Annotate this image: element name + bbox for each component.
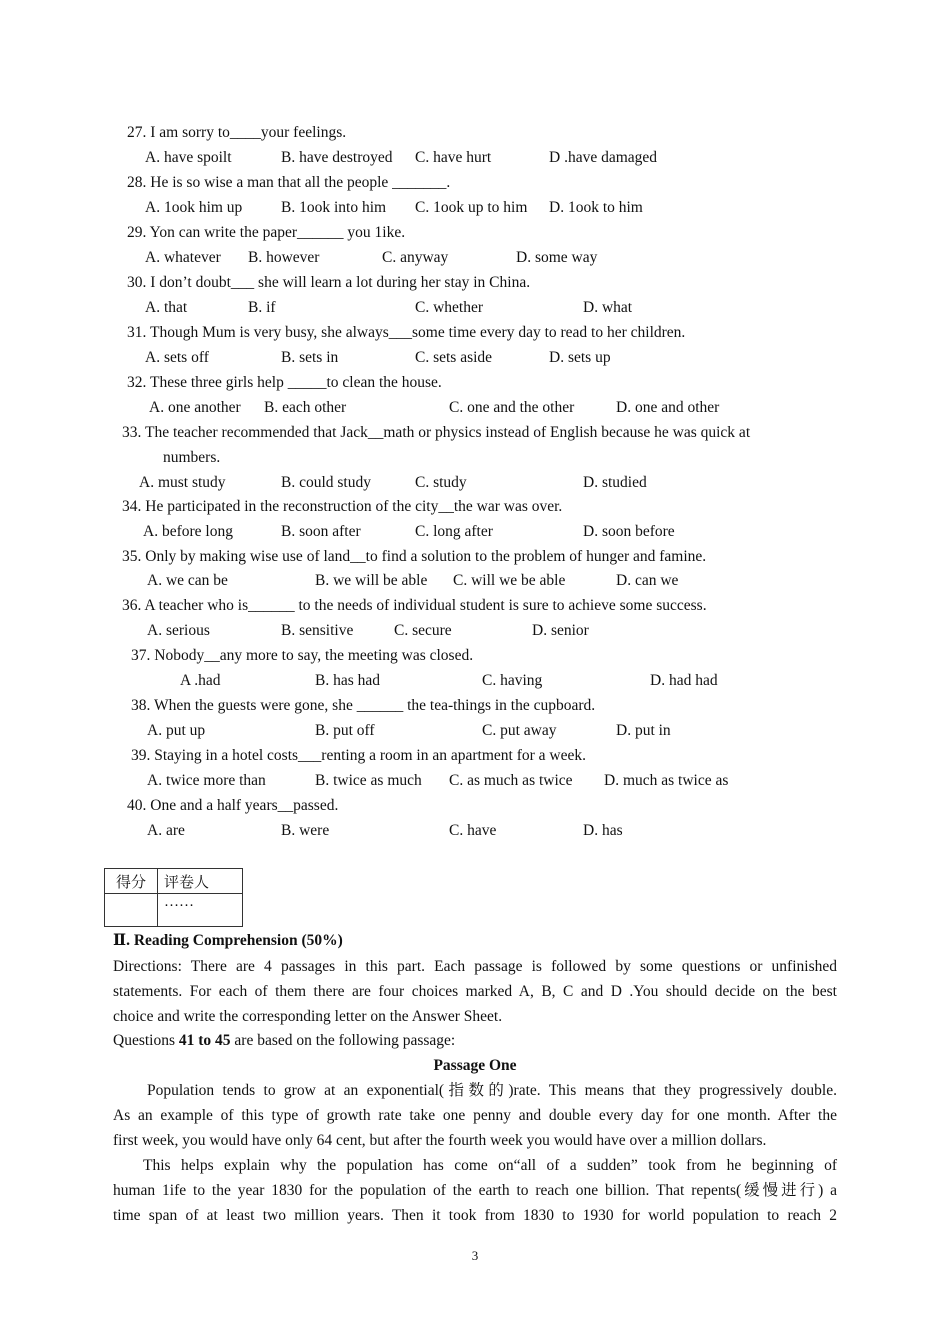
directions-line-3: choice and write the corresponding letter on the Answer Sheet. xyxy=(113,1008,503,1025)
q35-option-b: B. we will be able xyxy=(315,572,428,589)
q28-option-b: B. 1ook into him xyxy=(281,199,387,216)
score-cell xyxy=(105,894,158,927)
q37-option-c: C. having xyxy=(482,672,543,689)
grader-cell: …… xyxy=(158,894,243,927)
question-39-stem: 39. Staying in a hotel costs___renting a room in an apartment for a week. xyxy=(131,747,586,764)
q32-option-a: A. one another xyxy=(149,399,241,416)
q33-option-d: D. studied xyxy=(583,474,647,491)
q36-option-c: C. secure xyxy=(394,622,452,639)
question-37-stem: 37. Nobody__any more to say, the meeting was closed. xyxy=(131,647,474,664)
q37-option-d: D. had had xyxy=(650,672,718,689)
q32-option-b: B. each other xyxy=(264,399,347,416)
q33-option-a: A. must study xyxy=(139,474,226,491)
q29-option-a: A. whatever xyxy=(145,249,221,266)
q27-option-b: B. have destroyed xyxy=(281,149,393,166)
q29-option-c: C. anyway xyxy=(382,249,449,266)
q34-option-c: C. long after xyxy=(415,523,493,540)
q40-option-c: C. have xyxy=(449,822,497,839)
question-33-stem-continued: numbers. xyxy=(163,449,221,466)
q32-option-d: D. one and other xyxy=(616,399,720,416)
q38-option-c: C. put away xyxy=(482,722,557,739)
questions-intro-range: 41 to 45 xyxy=(178,1032,231,1049)
section-title: Ⅱ. Reading Comprehension (50%) xyxy=(113,932,343,949)
para1-line-2: As an example of this type of growth rate take one penny and double every day for one month. After the xyxy=(113,1107,837,1124)
q38-option-d: D. put in xyxy=(616,722,671,739)
question-30-stem: 30. I don’t doubt___ she will learn a lot during her stay in China. xyxy=(127,274,531,291)
q28-option-c: C. 1ook up to him xyxy=(415,199,528,216)
para2-line-3: time span of at least two million years. Then it took from 1830 to 1930 for world population to reach 2 xyxy=(113,1207,837,1224)
q34-option-a: A. before long xyxy=(143,523,233,540)
q35-option-a: A. we can be xyxy=(147,572,228,589)
passage-title: Passage One xyxy=(433,1057,517,1074)
q27-option-c: C. have hurt xyxy=(415,149,492,166)
q31-option-c: C. sets aside xyxy=(415,349,493,366)
q39-option-d: D. much as twice as xyxy=(604,772,729,789)
q40-option-b: B. were xyxy=(281,822,330,839)
question-27-stem: 27. I am sorry to____your feelings. xyxy=(127,124,347,141)
grader-header: 评卷人 xyxy=(158,869,243,894)
q35-option-c: C. will we be able xyxy=(453,572,566,589)
q38-option-b: B. put off xyxy=(315,722,375,739)
q37-option-b: B. has had xyxy=(315,672,381,689)
question-31-stem: 31. Though Mum is very busy, she always___some time every day to read to her children. xyxy=(127,324,686,341)
questions-intro-post: are based on the following passage: xyxy=(230,1032,456,1049)
question-28-stem: 28. He is so wise a man that all the people _______. xyxy=(127,174,451,191)
q39-option-b: B. twice as much xyxy=(315,772,422,789)
questions-intro-pre: Questions xyxy=(113,1032,179,1049)
q27-option-d: D .have damaged xyxy=(549,149,658,166)
q31-option-b: B. sets in xyxy=(281,349,339,366)
q34-option-b: B. soon after xyxy=(281,523,361,540)
q29-option-b: B. however xyxy=(248,249,320,266)
q28-option-a: A. 1ook him up xyxy=(145,199,243,216)
para2-line-2: human 1ife to the year 1830 for the population of the earth to reach one billion. That repents(缓慢进行) a xyxy=(113,1182,837,1199)
q39-option-c: C. as much as twice xyxy=(449,772,573,789)
q39-option-a: A. twice more than xyxy=(147,772,266,789)
q36-option-b: B. sensitive xyxy=(281,622,354,639)
q33-option-b: B. could study xyxy=(281,474,371,491)
score-header: 得分 xyxy=(105,869,158,894)
q29-option-d: D. some way xyxy=(516,249,598,266)
q30-option-b: B. if xyxy=(248,299,276,316)
q35-option-d: D. can we xyxy=(616,572,679,589)
question-40-stem: 40. One and a half years__passed. xyxy=(127,797,339,814)
page-number: 3 xyxy=(471,1248,479,1263)
questions-intro xyxy=(113,1031,455,1051)
question-36-stem: 36. A teacher who is______ to the needs of individual student is sure to achieve some success. xyxy=(122,597,707,614)
q36-option-a: A. serious xyxy=(147,622,210,639)
q30-option-a: A. that xyxy=(145,299,188,316)
q40-option-a: A. are xyxy=(147,822,185,839)
question-32-stem: 32. These three girls help _____to clean the house. xyxy=(127,374,442,391)
question-34-stem: 34. He participated in the reconstruction of the city__the war was over. xyxy=(122,498,563,515)
q40-option-d: D. has xyxy=(583,822,623,839)
q36-option-d: D. senior xyxy=(532,622,589,639)
question-29-stem: 29. Yon can write the paper______ you 1ike. xyxy=(127,224,406,241)
q30-option-d: D. what xyxy=(583,299,633,316)
q30-option-c: C. whether xyxy=(415,299,484,316)
q31-option-a: A. sets off xyxy=(145,349,209,366)
question-38-stem: 38. When the guests were gone, she ______ the tea-things in the cupboard. xyxy=(131,697,596,714)
question-33-stem: 33. The teacher recommended that Jack__math or physics instead of English because he was quick at xyxy=(122,424,751,441)
q28-option-d: D. 1ook to him xyxy=(549,199,643,216)
directions-line-1: Directions: There are 4 passages in this part. Each passage is followed by some questions or unfinished xyxy=(113,958,837,975)
q27-option-a: A. have spoilt xyxy=(145,149,232,166)
q37-option-a: A .had xyxy=(180,672,221,689)
para1-line-3: first week, you would have only 64 cent, but after the fourth week you would have over a million dollars. xyxy=(113,1132,767,1149)
q34-option-d: D. soon before xyxy=(583,523,675,540)
question-35-stem: 35. Only by making wise use of land__to find a solution to the problem of hunger and famine. xyxy=(122,548,707,565)
score-table xyxy=(104,868,243,927)
directions-line-2: statements. For each of them there are four choices marked A, B, C and D .You should decide on the best xyxy=(113,983,837,1000)
q38-option-a: A. put up xyxy=(147,722,206,739)
para1-line-1: Population tends to grow at an exponential(指数的)rate. This means that they progressively double. xyxy=(147,1082,837,1099)
q31-option-d: D. sets up xyxy=(549,349,611,366)
para2-line-1: This helps explain why the population has come on“all of a sudden” took from he beginning of xyxy=(143,1157,837,1174)
q33-option-c: C. study xyxy=(415,474,467,491)
q32-option-c: C. one and the other xyxy=(449,399,575,416)
